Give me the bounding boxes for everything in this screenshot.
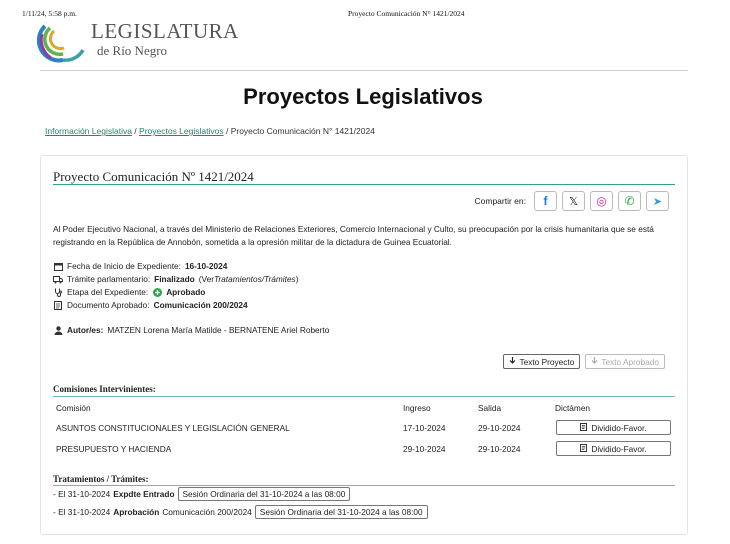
fecha-label: Fecha de Inicio de Expediente:: [67, 261, 181, 271]
tratamiento-date: - El 31-10-2024: [53, 489, 111, 499]
tratamiento-date: - El 31-10-2024: [53, 507, 111, 517]
tratamientos-title: Tratamientos / Trámites:: [53, 474, 149, 484]
whatsapp-icon: ✆: [624, 194, 635, 208]
tramite-ver-close: ): [295, 274, 299, 284]
instagram-icon: ◎: [596, 194, 607, 208]
x-icon: 𝕏: [569, 195, 578, 208]
row-comision: ASUNTOS CONSTITUCIONALES Y LEGISLACIÓN GENERAL: [56, 423, 290, 433]
autores: [53, 325, 329, 335]
tratamiento-type: Aprobación: [113, 507, 160, 517]
fecha-inicio: [53, 261, 227, 271]
project-title: Proyecto Comunicación Nº 1421/2024: [53, 169, 254, 184]
col-comision: Comisión: [56, 403, 91, 413]
row-salida: 29-10-2024: [478, 423, 521, 433]
share-bar: [475, 191, 670, 211]
col-ingreso: Ingreso: [403, 403, 431, 413]
document-icon: [580, 444, 587, 454]
tramite-value: Finalizado: [154, 274, 195, 284]
download-icon: [509, 357, 516, 367]
col-dictamen: Dictámen: [555, 403, 591, 413]
row-comision: PRESUPUESTO Y HACIENDA: [56, 444, 172, 454]
comisiones-underline: [53, 396, 675, 397]
logo[interactable]: [37, 18, 239, 64]
tramite-label: Trámite parlamentario:: [67, 274, 151, 284]
documento-label: Documento Aprobado:: [67, 300, 150, 310]
logo-arc-icon: [37, 20, 89, 64]
project-card: [40, 155, 688, 535]
telegram-icon: ➤: [652, 195, 663, 208]
tratamiento-item: [53, 487, 350, 501]
comisiones-title: Comisiones Intervinientes:: [53, 384, 156, 394]
breadcrumb-separator: /: [131, 126, 140, 136]
texto-proyecto-button[interactable]: [503, 354, 580, 369]
tratamiento-item: [53, 505, 428, 519]
fecha-value: 16-10-2024: [184, 261, 228, 271]
user-icon: [53, 325, 63, 335]
share-instagram-button[interactable]: [590, 191, 613, 211]
breadcrumb-current: Proyecto Comunicación N° 1421/2024: [230, 126, 375, 136]
texto-proyecto-label: Texto Proyecto: [519, 356, 575, 367]
tratamiento-extra: Comunicación 200/2024: [162, 507, 252, 517]
texto-aprobado-label: Texto Aprobado: [601, 356, 659, 367]
dictamen-label: Dividido-Favor.: [591, 422, 647, 433]
download-icon: [591, 357, 598, 367]
logo-text-sub: de Río Negro: [97, 43, 168, 58]
etapa-value: Aprobado: [166, 287, 206, 297]
tramite-ver-open: (Ver: [198, 274, 214, 284]
breadcrumb-proyectos-legislativos[interactable]: Proyectos Legislativos: [139, 126, 224, 136]
stethoscope-icon: [53, 287, 63, 297]
document-icon: [580, 423, 587, 433]
documento-value: Comunicación 200/2024: [153, 300, 248, 310]
facebook-icon: f: [543, 194, 548, 208]
etapa-label: Etapa del Expediente:: [67, 287, 149, 297]
dictamen-label: Dividido-Favor.: [591, 443, 647, 454]
project-description: Al Poder Ejecutivo Nacional, a través del Ministerio de Relaciones Exteriores, Comercio Internacional y Culto, su preocupación por la crisis humanitaria que se está registrando en la República de Annobón, sometida a la opresión militar de la dictadura de Guinea Ecuatorial.: [53, 224, 654, 247]
autor-value: MATZEN Lorena María Matilde - BERNATENE Ariel Roberto: [107, 325, 330, 335]
text-buttons: [503, 354, 665, 369]
header-divider: [40, 70, 688, 71]
sesion-button[interactable]: Sesión Ordinaria del 31-10-2024 a las 08:00: [178, 487, 351, 501]
col-salida: Salida: [478, 403, 502, 413]
tratamiento-type: Expdte Entrado: [113, 489, 175, 499]
breadcrumb-informacion-legislativa[interactable]: Información Legislativa: [45, 126, 132, 136]
documento-aprobado: [53, 300, 248, 310]
plus-circle-icon: [152, 287, 162, 297]
tratamientos-underline: [53, 485, 675, 486]
logo-text-main: LEGISLATURA: [91, 19, 239, 43]
row-salida: 29-10-2024: [478, 444, 521, 454]
share-facebook-button[interactable]: [534, 191, 557, 211]
etapa-expediente: [53, 287, 205, 297]
print-title: Proyecto Comunicación N° 1421/2024: [348, 9, 465, 18]
share-x-button[interactable]: [562, 191, 585, 211]
share-telegram-button[interactable]: [646, 191, 669, 211]
tramite-ver-link[interactable]: Tratamientos/Trámites: [213, 274, 296, 284]
document-icon: [53, 300, 63, 310]
row-ingreso: 17-10-2024: [403, 423, 446, 433]
sesion-button[interactable]: Sesión Ordinaria del 31-10-2024 a las 08:00: [255, 505, 428, 519]
print-date: 1/11/24, 5:58 p.m.: [22, 9, 77, 18]
calendar-icon: [53, 261, 63, 271]
dictamen-button[interactable]: [556, 441, 671, 456]
tramite-parlamentario: [53, 274, 298, 284]
share-whatsapp-button[interactable]: [618, 191, 641, 211]
row-ingreso: 29-10-2024: [403, 444, 446, 454]
project-title-underline: [53, 184, 675, 185]
breadcrumb-separator: /: [223, 126, 231, 136]
page-title: Proyectos Legislativos: [243, 84, 483, 109]
autor-label: Autor/es:: [67, 325, 104, 335]
share-label: Compartir en:: [474, 196, 526, 206]
dictamen-button[interactable]: [556, 420, 671, 435]
truck-icon: [53, 274, 63, 284]
breadcrumb: [45, 126, 375, 136]
texto-aprobado-button[interactable]: [585, 354, 665, 369]
